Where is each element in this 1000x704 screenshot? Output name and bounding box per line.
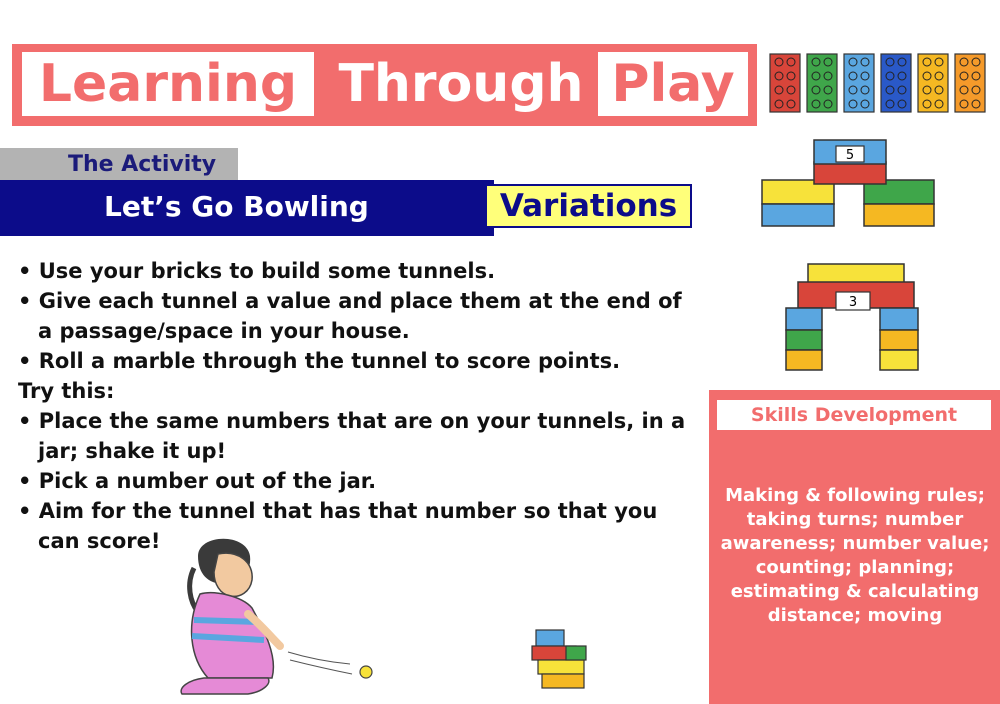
instruction-line: • Place the same numbers that are on your tunnels, in a [18,409,686,433]
toy-brick [844,54,874,112]
instruction-line: a passage/space in your house. [38,319,410,343]
instruction-line: can score! [38,529,161,553]
instruction-line: • Aim for the tunnel that has that number so that you [18,499,658,523]
small-brick-stack-illustration [528,628,588,690]
instruction-line: • Roll a marble through the tunnel to score points. [18,349,621,373]
instruction-line: • Give each tunnel a value and place them at the end of [18,289,682,313]
skills-title: Skills Development [717,400,991,430]
try-this-heading: Try this: [18,379,115,403]
brick-tunnel-5-illustration [760,136,940,236]
activity-name-bar [0,180,494,236]
tunnel-number-5: 5 [845,148,855,163]
activity-name: Let’s Go Bowling [104,190,369,223]
variations-label: Variations [499,188,678,224]
variations-tag [485,184,692,228]
toy-brick [918,54,948,112]
title-word-through: Through [338,54,584,114]
toy-brick [881,54,911,112]
brick-tunnel-3-illustration [780,262,930,374]
title-word-play: Play [598,52,748,116]
title-word-learning: Learning [22,52,314,116]
instructions-list [18,256,708,556]
toy-brick [955,54,985,112]
title-banner [12,44,757,126]
tunnel-number-3: 3 [848,295,858,310]
activity-tab-label: The Activity [68,152,217,177]
toy-brick [807,54,837,112]
activity-tab [0,148,238,182]
instruction-line: jar; shake it up! [38,439,227,463]
instruction-line: • Pick a number out of the jar. [18,469,377,493]
child-rolling-marble-illustration [168,528,388,698]
skills-panel [709,390,1000,704]
brick-row-illustration [770,52,990,116]
toy-brick [770,54,800,112]
skills-text: Making & following rules; taking turns; number awareness; number value; counting; planning; estimating & calculating distance; moving [720,485,990,626]
instruction-line: • Use your bricks to build some tunnels. [18,259,496,283]
